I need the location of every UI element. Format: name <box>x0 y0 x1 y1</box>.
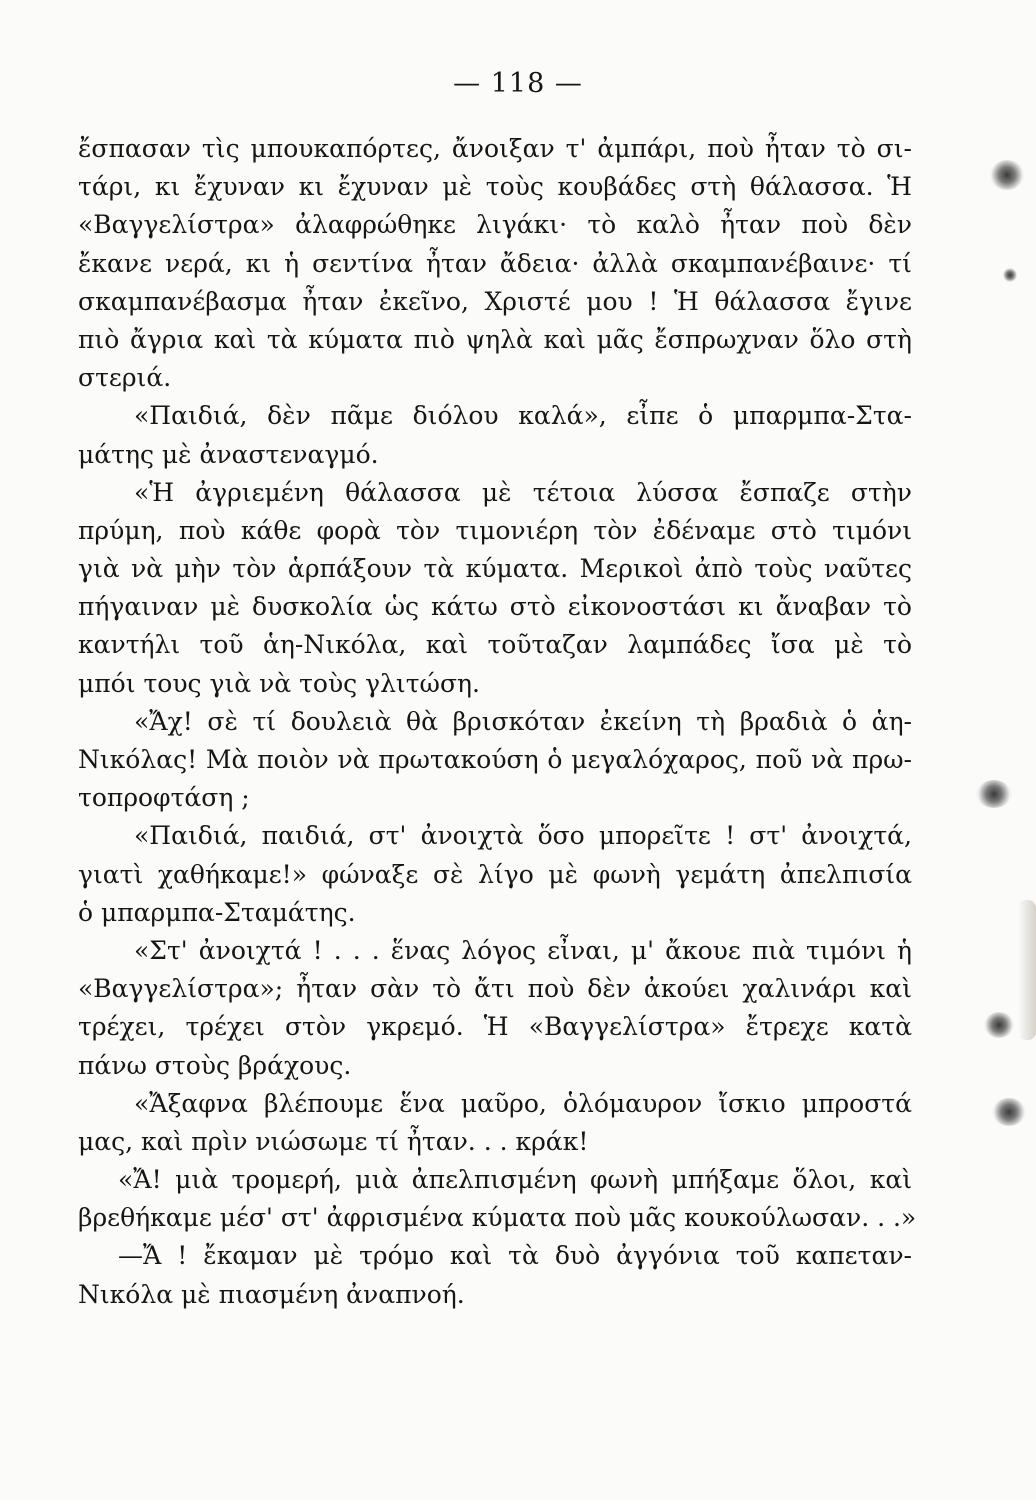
text-line: «Βαγγελίστρα» ἀλαφρώθηκε λιγάκι· τὸ καλὸ ἦταν ποὺ δὲν <box>78 210 912 240</box>
text-line: πρύμη, ποὺ κάθε φορὰ τὸν τιμονιέρη τὸν ἐδέναμε στὸ τιμόνι <box>78 515 912 545</box>
text-line: «Βαγγελίστρα»; ἦταν σὰν τὸ ἄτι ποὺ δὲν ἀκούει χαλινάρι καὶ <box>78 974 912 1004</box>
text-line: ὁ μπαρμπα-Σταμάτης. <box>78 897 356 927</box>
text-line: ἔκανε νερά, κι ἡ σεντίνα ἦταν ἄδεια· ἀλλὰ σκαμπανέβαινε· τί <box>78 248 912 278</box>
text-line: τρέχει, τρέχει στὸν γκρεμό. Ἡ «Βαγγελίστρα» ἔτρεχε κατὰ <box>78 1012 912 1042</box>
text-line: σκαμπανέβασμα ἦταν ἐκεῖνο, Χριστέ μου ! Ἡ θάλασσα ἔγινε <box>78 286 912 316</box>
text-line: γιὰ νὰ μὴν τὸν ἁρπάξουν τὰ κύματα. Μερικοὶ ἀπὸ τοὺς ναῦτες <box>78 554 912 584</box>
ink-blot <box>990 160 1024 190</box>
body-text <box>78 130 917 1314</box>
text-line: «Στ' ἀνοιχτά ! . . . ἕνας λόγος εἶναι, μ' ἄκουε πιὰ τιμόνι ἡ <box>134 935 912 965</box>
text-line: Νικόλα μὲ πιασμένη ἀναπνοή. <box>78 1279 465 1309</box>
text-line: πάνω στοὺς βράχους. <box>78 1050 352 1080</box>
text-line: μάτης μὲ ἀναστεναγμό. <box>78 439 379 469</box>
text-line: —Ἄ ! ἔκαμαν μὲ τρόμο καὶ τὰ δυὸ ἀγγόνια τοῦ καπεταν- <box>118 1241 912 1271</box>
text-line: καντήλι τοῦ ἁη-Νικόλα, καὶ τοῦταζαν λαμπάδες ἴσα μὲ τὸ <box>78 630 912 660</box>
ink-blot <box>992 1098 1026 1126</box>
text-line: μπόι τους γιὰ νὰ τοὺς γλιτώση. <box>78 668 480 698</box>
text-line: βρεθήκαμε μέσ' στ' ἀφρισμένα κύματα ποὺ μᾶς κουκούλωσαν. . .» <box>78 1203 917 1233</box>
ink-blot <box>1003 268 1017 282</box>
text-line: ἔσπασαν τὶς μπουκαπόρτες, ἄνοιξαν τ' ἀμπάρι, ποὺ ἦταν τὸ σι- <box>78 134 912 163</box>
ink-blot <box>984 1012 1014 1038</box>
text-line: γιατὶ χαθήκαμε!» φώναξε σὲ λίγο μὲ φωνὴ γεμάτη ἀπελπισία <box>78 859 912 889</box>
text-line: μας, καὶ πρὶν νιώσωμε τί ἦταν. . . κράκ! <box>78 1126 589 1156</box>
text-line: «Ἄ! μιὰ τρομερή, μιὰ ἀπελπισμένη φωνὴ μπήξαμε ὅλοι, καὶ <box>118 1165 912 1195</box>
ink-blot <box>976 780 1012 808</box>
text-line: τοπροφτάση ; <box>78 783 250 813</box>
page-edge-stain <box>1018 900 1036 1040</box>
text-line: Νικόλας! Μὰ ποιὸν νὰ πρωτακούση ὁ μεγαλόχαρος, ποῦ νὰ πρω- <box>78 745 912 774</box>
text-line: «Παιδιά, παιδιά, στ' ἀνοιχτὰ ὅσο μπορεῖτε ! στ' ἀνοιχτά, <box>134 821 912 851</box>
text-line: πήγαιναν μὲ δυσκολία ὡς κάτω στὸ εἰκονοστάσι κι ἄναβαν τὸ <box>78 592 912 622</box>
text-line: «Ἡ ἀγριεμένη θάλασσα μὲ τέτοια λύσσα ἔσπαζε στὴν <box>134 477 912 507</box>
text-line: πιὸ ἄγρια καὶ τὰ κύματα πιὸ ψηλὰ καὶ μᾶς ἔσπρωχναν ὅλο στὴ <box>78 324 912 354</box>
text-line: στεριά. <box>78 363 172 393</box>
text-line: «Ἄχ! σὲ τί δουλειὰ θὰ βρισκόταν ἐκείνη τὴ βραδιὰ ὁ ἁη- <box>134 706 912 736</box>
page-number: — 118 — <box>453 68 583 99</box>
text-line: «Παιδιά, δὲν πᾶμε διόλου καλά», εἶπε ὁ μπαρμπα-Στα- <box>134 401 912 431</box>
text-line: «Ἄξαφνα βλέπουμε ἕνα μαῦρο, ὁλόμαυρον ἴσκιο μπροστά <box>134 1088 912 1118</box>
text-line: τάρι, κι ἔχυναν κι ἔχυναν μὲ τοὺς κουβάδες στὴ θάλασσα. Ἡ <box>78 172 912 202</box>
